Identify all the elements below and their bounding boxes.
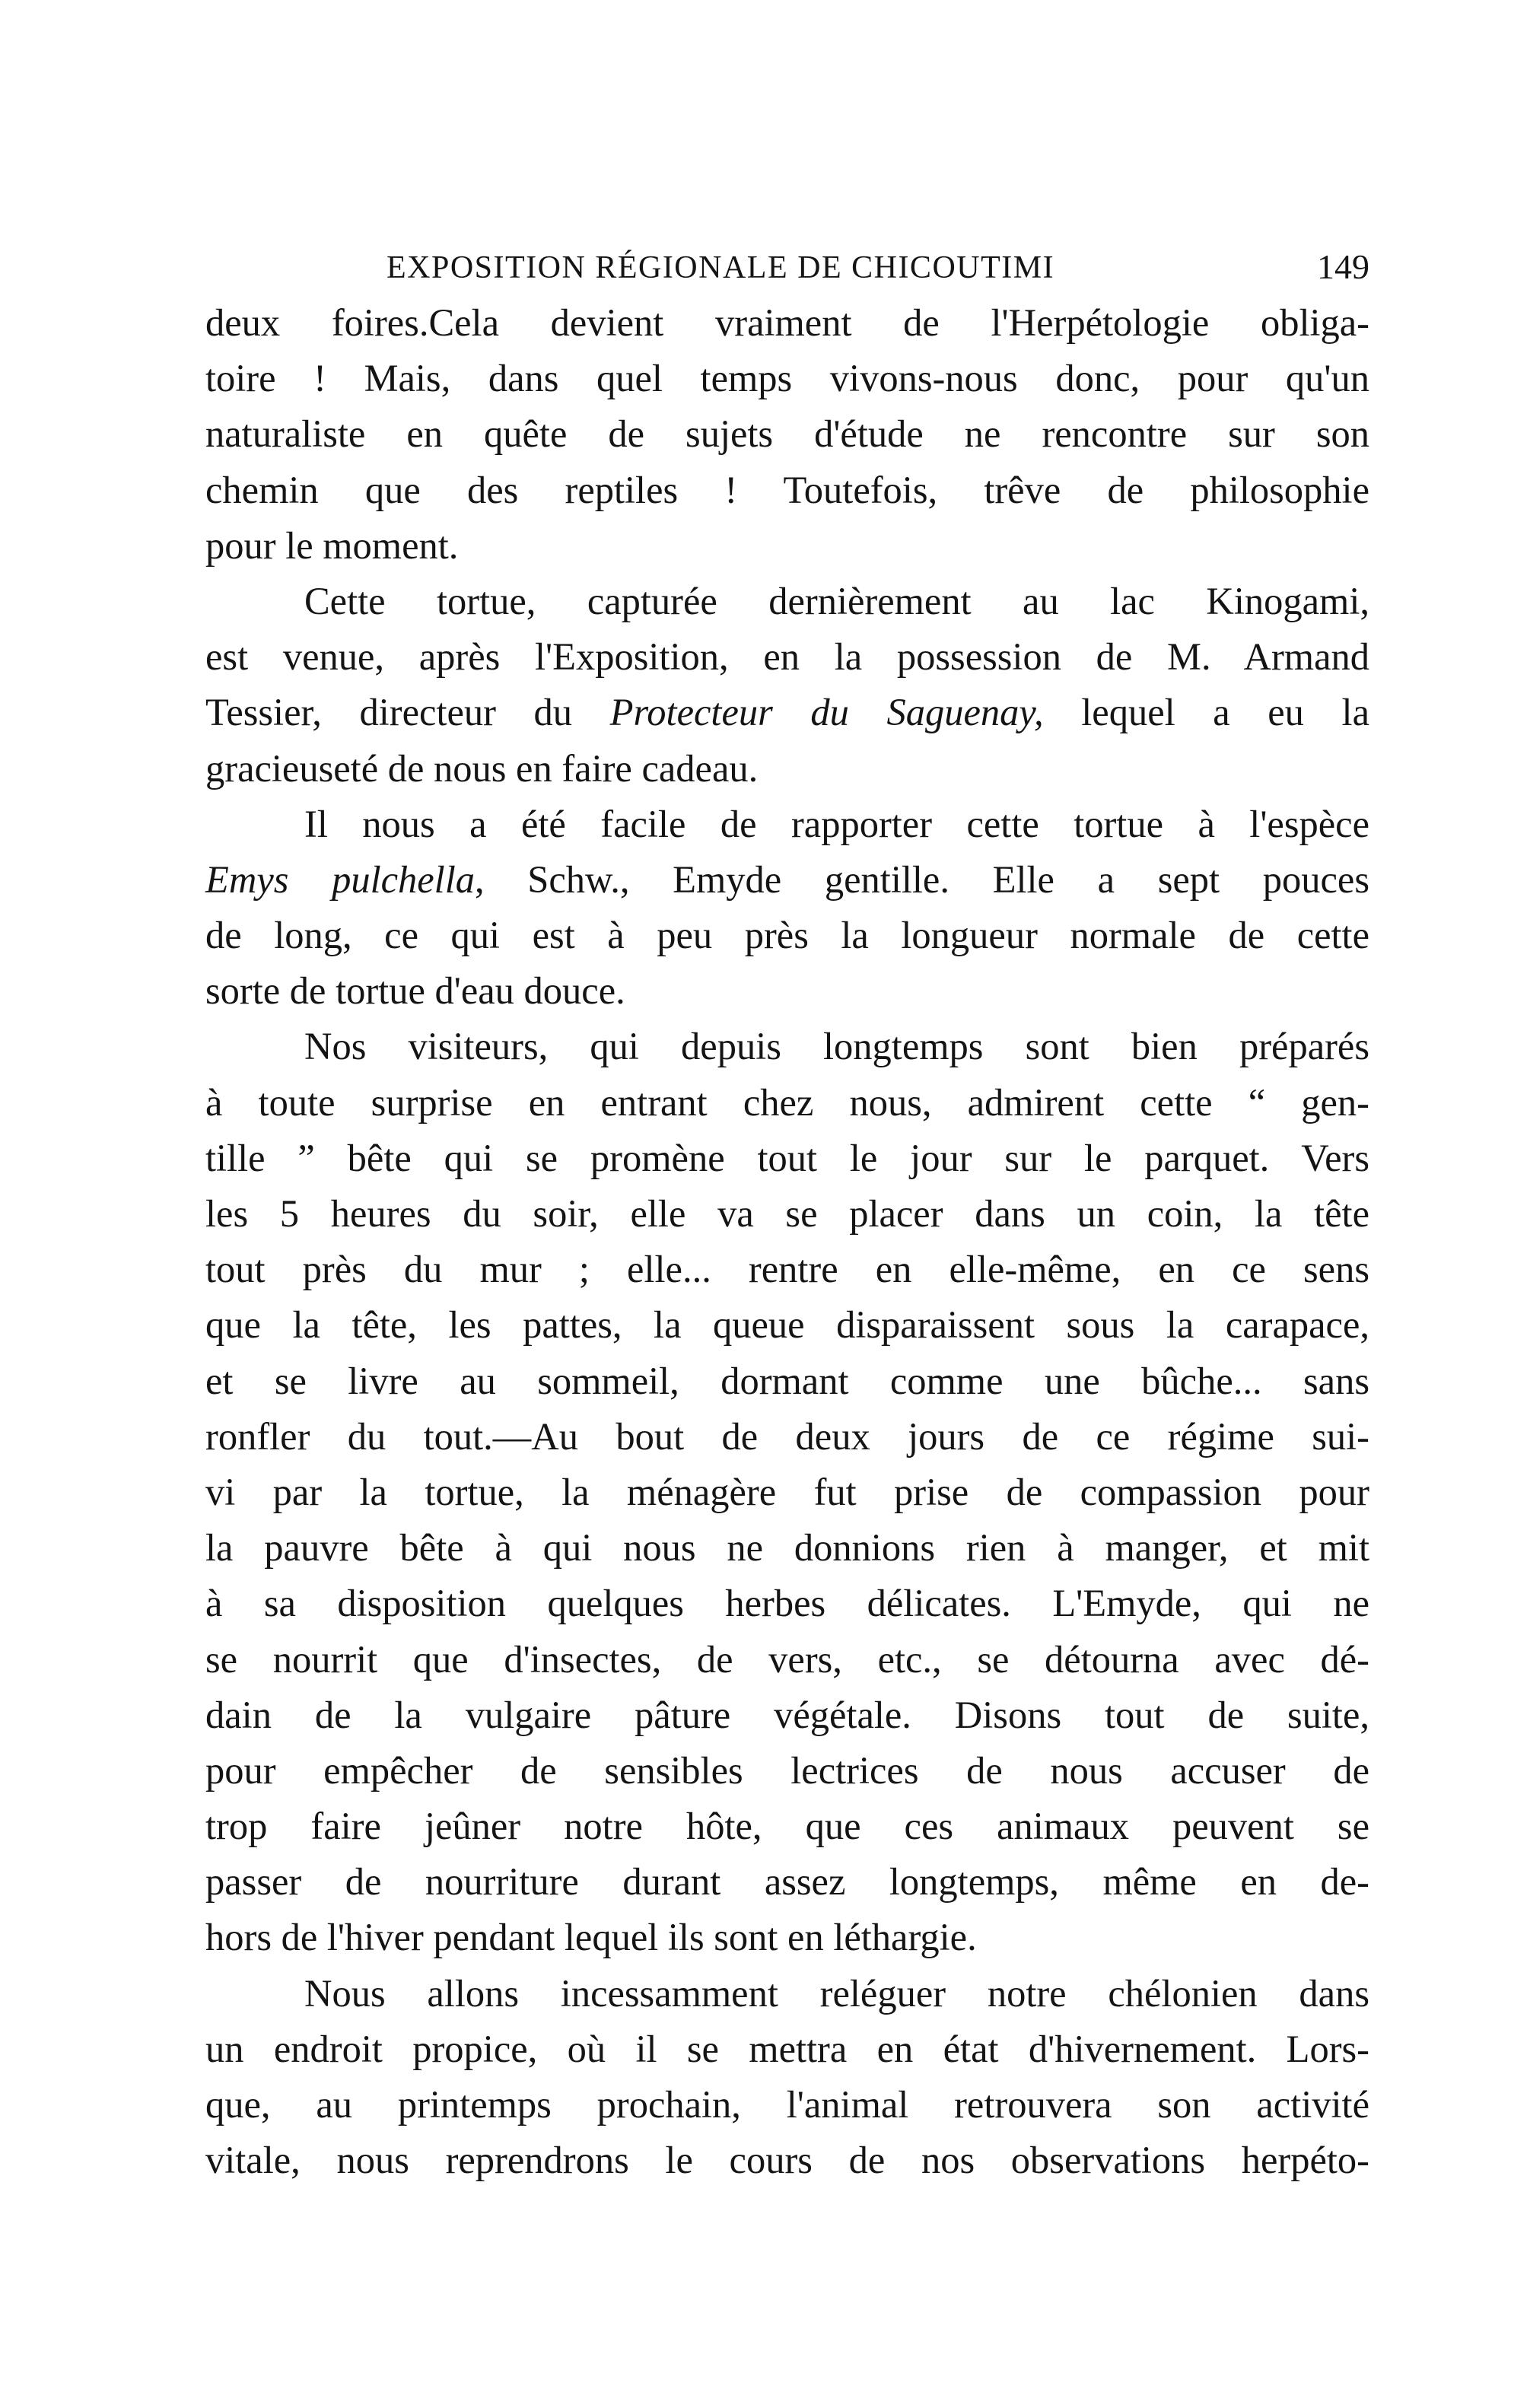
page-number: 149 — [1317, 247, 1369, 286]
text-line: chemin que des reptiles ! Toutefois, trêve de philosophie — [205, 468, 1369, 511]
text-line: dain de la vulgaire pâture végétale. Disons tout de suite, — [205, 1693, 1369, 1736]
text-line: pour le moment. — [205, 523, 459, 567]
paragraph-3 — [205, 797, 1369, 1020]
text-segment: Tessier, directeur du — [205, 691, 610, 734]
text-line: se nourrit que d'insectes, de vers, etc., se détourna avec dé- — [205, 1637, 1369, 1681]
paragraph-2 — [205, 574, 1369, 797]
running-head — [205, 242, 1369, 288]
species-name: Emys pulchella — [205, 857, 475, 901]
text-line: toire ! Mais, dans quel temps vivons-nous donc, pour qu'un — [205, 357, 1369, 400]
text-line: les 5 heures du soir, elle va se placer dans un coin, la tête — [205, 1192, 1369, 1235]
italic-title: Protecteur du Saguenay, — [609, 691, 1044, 734]
paragraph-1 — [205, 295, 1369, 574]
text-segment: lequel a eu la — [1043, 691, 1369, 734]
text-line: vitale, nous reprendrons le cours de nos observations herpéto- — [205, 2139, 1369, 2182]
text-line: Cette tortue, capturée dernièrement au lac Kinogami, — [304, 579, 1369, 622]
text-line: passer de nourriture durant assez longtemps, même en de- — [205, 1860, 1369, 1904]
text-line: ronfler du tout.—Au bout de deux jours de ce régime sui- — [205, 1414, 1369, 1458]
running-title: EXPOSITION RÉGIONALE DE CHICOUTIMI — [386, 250, 1055, 285]
paragraph-4 — [205, 1019, 1369, 1965]
text-line: hors de l'hiver pendant lequel ils sont en léthargie. — [205, 1916, 977, 1959]
text-line: que la tête, les pattes, la queue disparaissent sous la carapace, — [205, 1303, 1369, 1347]
text-line: Il nous a été facile de rapporter cette tortue à l'espèce — [304, 802, 1369, 845]
text-line: pour empêcher de sensibles lectrices de nous accuser de — [205, 1748, 1369, 1792]
text-line: tout près du mur ; elle... rentre en elle-même, en ce sens — [205, 1248, 1369, 1291]
text-line: naturaliste en quête de sujets d'étude ne rencontre sur son — [205, 412, 1369, 456]
text-line — [205, 685, 1369, 740]
text-line: gracieuseté de nous en faire cadeau. — [205, 746, 759, 790]
text-line: à sa disposition quelques herbes délicates. L'Emyde, qui ne — [205, 1582, 1369, 1625]
text-line: et se livre au sommeil, dormant comme une bûche... sans — [205, 1359, 1369, 1402]
text-line: est venue, après l'Exposition, en la possession de M. Armand — [205, 635, 1369, 679]
text-line: sorte de tortue d'eau douce. — [205, 969, 625, 1013]
text-line: deux foires.Cela devient vraiment de l'Herpétologie obliga- — [205, 301, 1369, 344]
text-segment: , Schw., Emyde gentille. Elle a sept pouces — [474, 857, 1369, 901]
book-page — [205, 242, 1369, 2188]
text-line: de long, ce qui est à peu près la longueur normale de cette — [205, 914, 1369, 957]
text-line — [205, 852, 1369, 908]
text-line: que, au printemps prochain, l'animal retrouvera son activité — [205, 2083, 1369, 2126]
text-line: un endroit propice, où il se mettra en état d'hivernement. Lors- — [205, 2027, 1369, 2070]
text-line: tille ” bête qui se promène tout le jour sur le parquet. Vers — [205, 1136, 1369, 1179]
text-line: vi par la tortue, la ménagère fut prise de compassion pour — [205, 1470, 1369, 1513]
text-line: la pauvre bête à qui nous ne donnions rien à manger, et mit — [205, 1526, 1369, 1570]
text-line: Nous allons incessamment reléguer notre chélonien dans — [304, 1971, 1369, 2015]
text-line: à toute surprise en entrant chez nous, admirent cette “ gen- — [205, 1080, 1369, 1124]
text-line: Nos visiteurs, qui depuis longtemps sont bien préparés — [304, 1025, 1369, 1068]
text-line: trop faire jeûner notre hôte, que ces animaux peuvent se — [205, 1805, 1369, 1848]
paragraph-5 — [205, 1966, 1369, 2189]
